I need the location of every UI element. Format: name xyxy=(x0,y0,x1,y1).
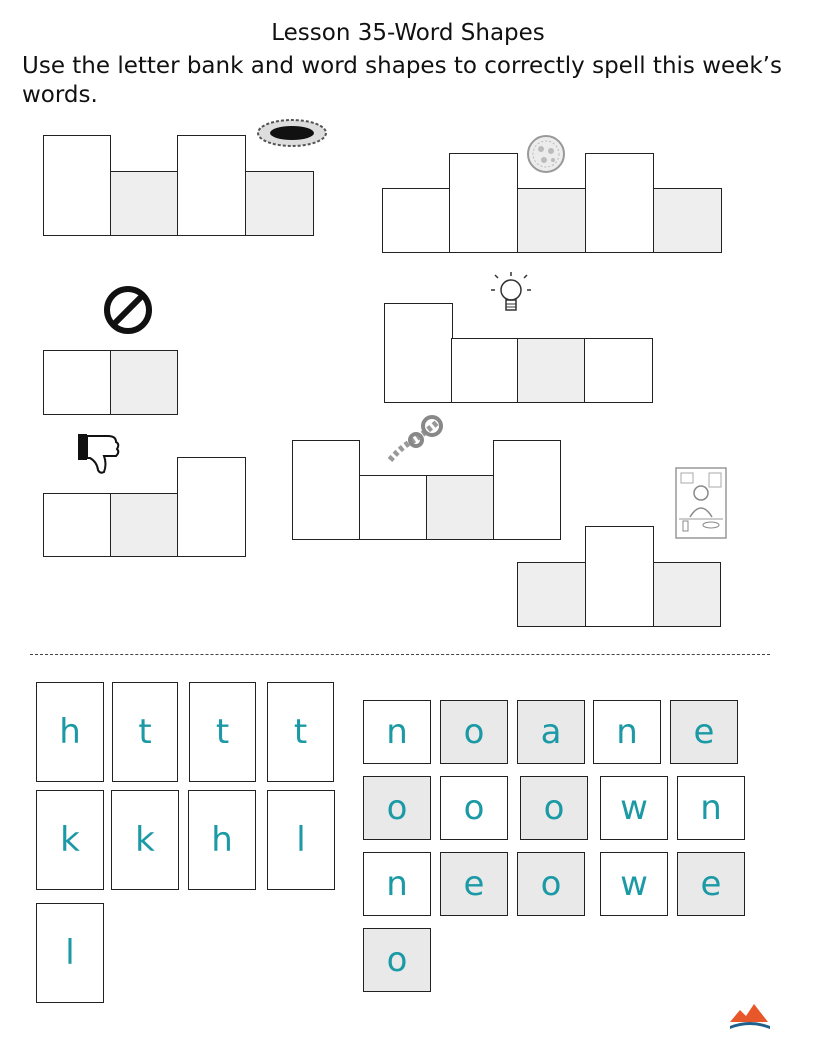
letter-tile[interactable]: o xyxy=(440,776,508,840)
tall-letter-box xyxy=(585,526,654,627)
letter-tile[interactable]: w xyxy=(600,776,668,840)
rope-knot-icon xyxy=(386,410,450,466)
short-letter-box xyxy=(43,350,111,415)
letter-tile[interactable]: l xyxy=(36,903,104,1003)
pizza-icon xyxy=(526,125,566,183)
instructions: Use the letter bank and word shapes to correctly spell this week’s words. xyxy=(22,53,782,108)
letter-tile[interactable]: a xyxy=(517,700,585,764)
short-letter-box xyxy=(110,171,178,236)
letter-tile[interactable]: o xyxy=(440,700,508,764)
light-bulb-icon xyxy=(489,270,533,324)
short-letter-box xyxy=(517,188,586,253)
short-letter-box xyxy=(245,171,314,236)
short-letter-box xyxy=(653,562,721,627)
letter-tile[interactable]: e xyxy=(440,852,508,916)
tall-letter-box xyxy=(384,303,453,403)
hole-icon xyxy=(255,116,329,150)
short-letter-box xyxy=(426,475,494,540)
tall-letter-box xyxy=(292,440,360,540)
tall-letter-box xyxy=(177,135,246,236)
short-letter-box xyxy=(110,493,178,557)
letter-tile[interactable]: o xyxy=(520,776,588,840)
letter-tile[interactable]: t xyxy=(112,682,178,782)
short-letter-box xyxy=(382,188,451,253)
short-letter-box xyxy=(43,493,111,557)
letter-tile[interactable]: h xyxy=(188,790,256,890)
tall-letter-box xyxy=(43,135,111,236)
letter-tile[interactable]: n xyxy=(363,852,431,916)
letter-tile[interactable]: w xyxy=(600,852,668,916)
tall-letter-box xyxy=(449,153,518,253)
letter-tile[interactable]: o xyxy=(363,776,431,840)
short-letter-box xyxy=(584,338,653,403)
short-letter-box xyxy=(451,338,519,403)
letter-tile[interactable]: o xyxy=(363,928,431,992)
tall-letter-box xyxy=(493,440,561,540)
letter-tile[interactable]: n xyxy=(677,776,745,840)
letter-tile[interactable]: n xyxy=(593,700,661,764)
letter-tile[interactable]: t xyxy=(189,682,256,782)
letter-tile[interactable]: k xyxy=(111,790,179,890)
short-letter-box xyxy=(517,562,586,627)
tall-letter-box xyxy=(585,153,654,253)
worksheet-title: Lesson 35-Word Shapes xyxy=(271,20,545,46)
tall-letter-box xyxy=(177,457,246,557)
letter-tile[interactable]: t xyxy=(267,682,334,782)
short-letter-box xyxy=(110,350,178,415)
short-letter-box xyxy=(653,188,722,253)
letter-tile[interactable]: n xyxy=(363,700,431,764)
letter-tile[interactable]: e xyxy=(677,852,745,916)
letter-tile[interactable]: e xyxy=(670,700,738,764)
letter-tile[interactable]: l xyxy=(267,790,335,890)
short-letter-box xyxy=(359,475,427,540)
letter-tile[interactable]: k xyxy=(36,790,104,890)
letter-tile[interactable]: h xyxy=(36,682,104,782)
no-sign-icon xyxy=(102,284,154,336)
short-letter-box xyxy=(517,338,586,403)
cut-line-divider xyxy=(30,654,770,655)
publisher-logo-icon xyxy=(728,1000,772,1034)
letter-tile[interactable]: o xyxy=(517,852,585,916)
thumbs-down-icon xyxy=(76,430,124,478)
person-eating-icon xyxy=(675,467,727,539)
